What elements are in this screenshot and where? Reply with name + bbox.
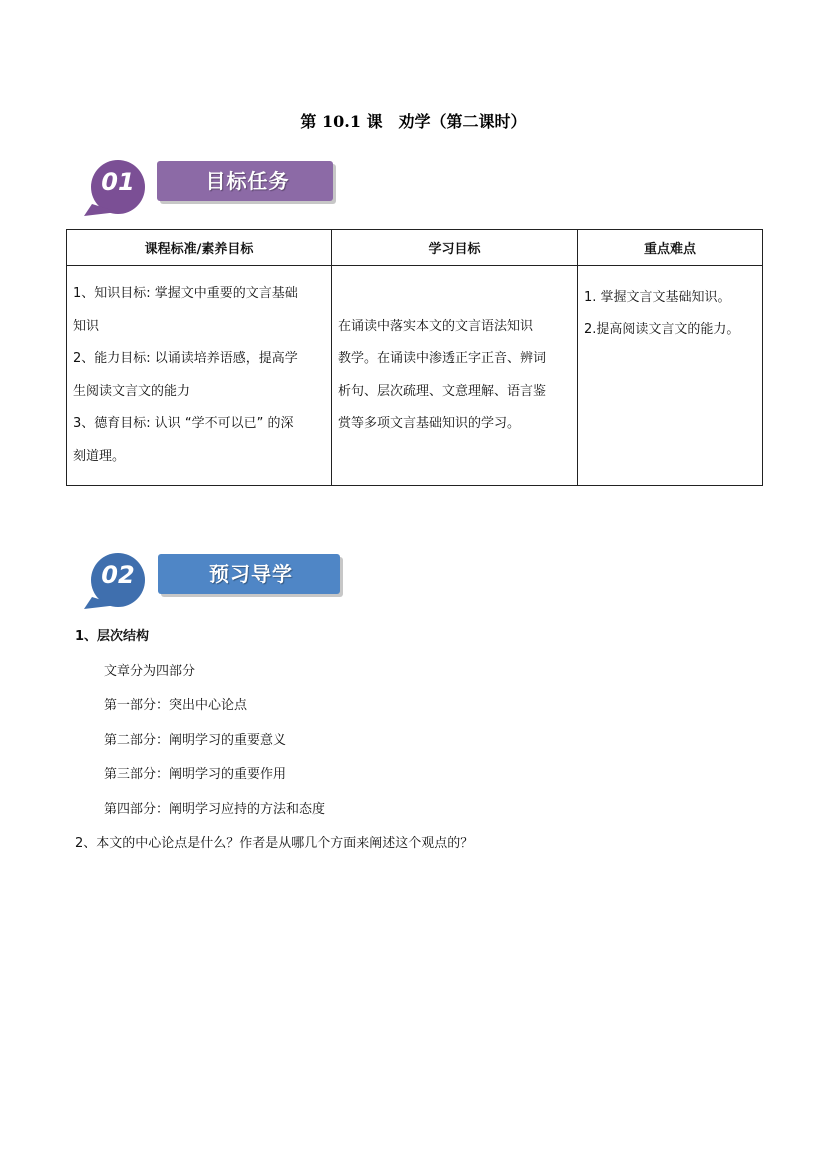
- goals-table: [66, 229, 763, 486]
- table-row: [67, 266, 763, 486]
- structure-line: 第二部分：阐明学习的重要意义: [104, 732, 287, 748]
- standards-line: 3、德育目标: 认识 “学不可以已” 的深: [73, 416, 294, 431]
- learning-line: 在诵读中落实本文的文言语法知识: [338, 318, 534, 334]
- structure-heading: 1、层次结构: [75, 629, 150, 644]
- section-banner-goals: [80, 152, 350, 222]
- header-key-points: 重点难点: [578, 230, 763, 266]
- standards-line: 2、能力目标: 以诵读培养语感，提高学: [73, 351, 298, 366]
- standards-line: 刻道理。: [73, 448, 126, 464]
- lesson-name: 劝学（第二课时）: [398, 112, 527, 131]
- structure-line: 文章分为四部分: [104, 663, 196, 679]
- header-learning-goals: 学习目标: [332, 230, 578, 266]
- key-point-line: 1. 掌握文言文基础知识。: [584, 290, 731, 305]
- page-title: [0, 109, 827, 132]
- lesson-number: 第 10.1 课: [300, 112, 383, 131]
- key-point-line: 2.提高阅读文言文的能力。: [584, 322, 740, 337]
- learning-line: 析句、层次疏理、文意理解、语言鉴: [338, 383, 547, 399]
- structure-line: 第三部分：阐明学习的重要作用: [104, 767, 287, 782]
- learning-line: 教学。在诵读中渗透正字正音、辨词: [338, 351, 547, 366]
- banner-01-number: 01: [101, 168, 135, 196]
- structure-line: 第四部分：阐明学习应持的方法和态度: [104, 801, 326, 817]
- preview-section: [75, 626, 775, 868]
- cell-learning-goals: [332, 266, 578, 486]
- table-header-row: [67, 230, 763, 266]
- learning-line: 赏等多项文言基础知识的学习。: [338, 416, 521, 431]
- structure-line: 第一部分：突出中心论点: [104, 698, 248, 713]
- cell-key-points: [578, 266, 763, 486]
- standards-line: 知识: [73, 318, 100, 334]
- header-standards: 课程标准/素养目标: [67, 230, 332, 266]
- banner-01-label: 目标任务: [205, 169, 290, 193]
- question-line: 2、本文的中心论点是什么？作者是从哪几个方面来阐述这个观点的？: [75, 836, 474, 851]
- standards-line: 生阅读文言文的能力: [73, 383, 191, 399]
- banner-02-number: 02: [101, 561, 135, 589]
- banner-02-label: 预习导学: [209, 562, 293, 586]
- cell-standards: [67, 266, 332, 486]
- standards-line: 1、知识目标: 掌握文中重要的文言基础: [73, 286, 298, 301]
- section-banner-preview: [80, 545, 350, 615]
